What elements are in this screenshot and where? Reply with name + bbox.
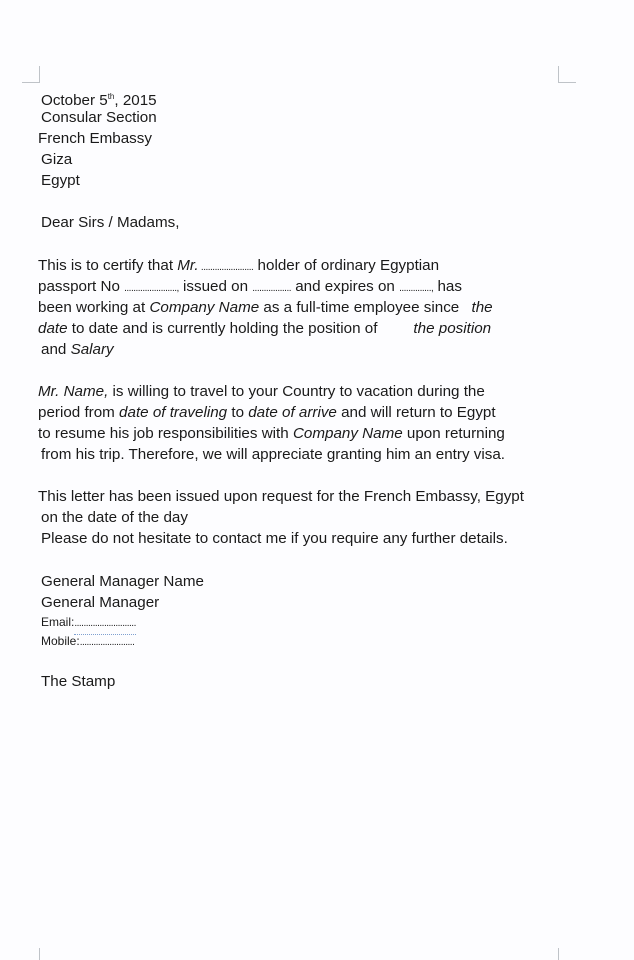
para2-line1 <box>38 382 485 402</box>
placeholder-name: Mr. Name, <box>38 383 109 400</box>
email-label: Email: <box>41 615 75 629</box>
placeholder-salary: Salary <box>70 341 114 358</box>
margin-mark-bottom-right <box>558 948 576 960</box>
placeholder-date: date <box>38 320 68 337</box>
para3-line3: Please do not hesitate to contact me if you require any further details. <box>41 530 508 547</box>
signatory-name: General Manager Name <box>41 573 204 590</box>
para2-line4: from his trip. Therefore, we will appreciate granting him an entry visa. <box>41 446 505 463</box>
stamp-placeholder: The Stamp <box>41 673 116 690</box>
blank-mobile: ........................ <box>79 637 135 648</box>
text: and <box>41 341 71 358</box>
salutation: Dear Sirs / Madams, <box>41 214 180 231</box>
text: on the <box>41 509 88 526</box>
text: period from <box>38 404 120 421</box>
date-year: , 2015 <box>114 92 157 110</box>
date-text: October 5 <box>41 92 108 110</box>
placeholder-position: the position <box>413 320 492 337</box>
recipient-section: Consular Section <box>41 109 157 126</box>
text: This is to certify that <box>38 257 178 274</box>
text: holder of ordinary Egyptian <box>253 257 440 274</box>
text: been working at <box>38 299 150 316</box>
recipient-country: Egypt <box>41 172 80 189</box>
text: to <box>227 404 249 421</box>
placeholder-date-of-day: date of the day <box>87 509 188 526</box>
signatory-title: General Manager <box>41 594 160 611</box>
placeholder-mr: Mr. <box>177 257 199 274</box>
blank-issue-date: ................. <box>252 283 291 294</box>
placeholder-company: Company Name <box>149 299 260 316</box>
para2-line3 <box>38 424 505 444</box>
para2-line2 <box>38 403 496 423</box>
signatory-mobile <box>41 631 134 653</box>
para1-line4 <box>38 319 491 339</box>
recipient-embassy: French Embassy <box>38 130 152 147</box>
text: to date and is currently holding the position of <box>67 320 378 337</box>
para3-line2 <box>41 508 188 528</box>
text: upon returning <box>402 425 505 442</box>
blank-email: ........................... <box>74 614 136 635</box>
text: is willing to travel to your Country to vacation during the <box>108 383 485 400</box>
date-superscript: th <box>107 92 115 101</box>
recipient-city: Giza <box>41 151 73 168</box>
text: issued on <box>178 278 253 295</box>
text: as a full-time employee since <box>259 299 464 316</box>
para1-line2 <box>38 277 462 299</box>
text: passport No <box>38 278 125 295</box>
para1-line3 <box>38 298 493 318</box>
para3-line1: This letter has been issued upon request for the French Embassy, Egypt <box>38 488 524 505</box>
margin-mark-top-right <box>558 66 576 83</box>
blank-expiry-date: .............., <box>399 283 434 294</box>
placeholder-arrive-date: date of arrive <box>248 404 337 421</box>
placeholder-travel-date: date of traveling <box>119 404 228 421</box>
text: to resume his job responsibilities with <box>38 425 293 442</box>
placeholder-the: the <box>471 299 493 316</box>
para1-line5 <box>41 340 114 360</box>
blank-passport-no: ......................., <box>124 283 179 294</box>
para1-line1 <box>38 256 439 278</box>
margin-mark-bottom-left <box>22 948 40 960</box>
text: and expires on <box>291 278 400 295</box>
mobile-label: Mobile: <box>41 634 80 648</box>
margin-mark-top-left <box>22 66 40 83</box>
blank-name: ....................... <box>198 262 254 273</box>
text: has <box>433 278 462 295</box>
placeholder-company: Company Name <box>292 425 403 442</box>
text: and will return to Egypt <box>336 404 496 421</box>
